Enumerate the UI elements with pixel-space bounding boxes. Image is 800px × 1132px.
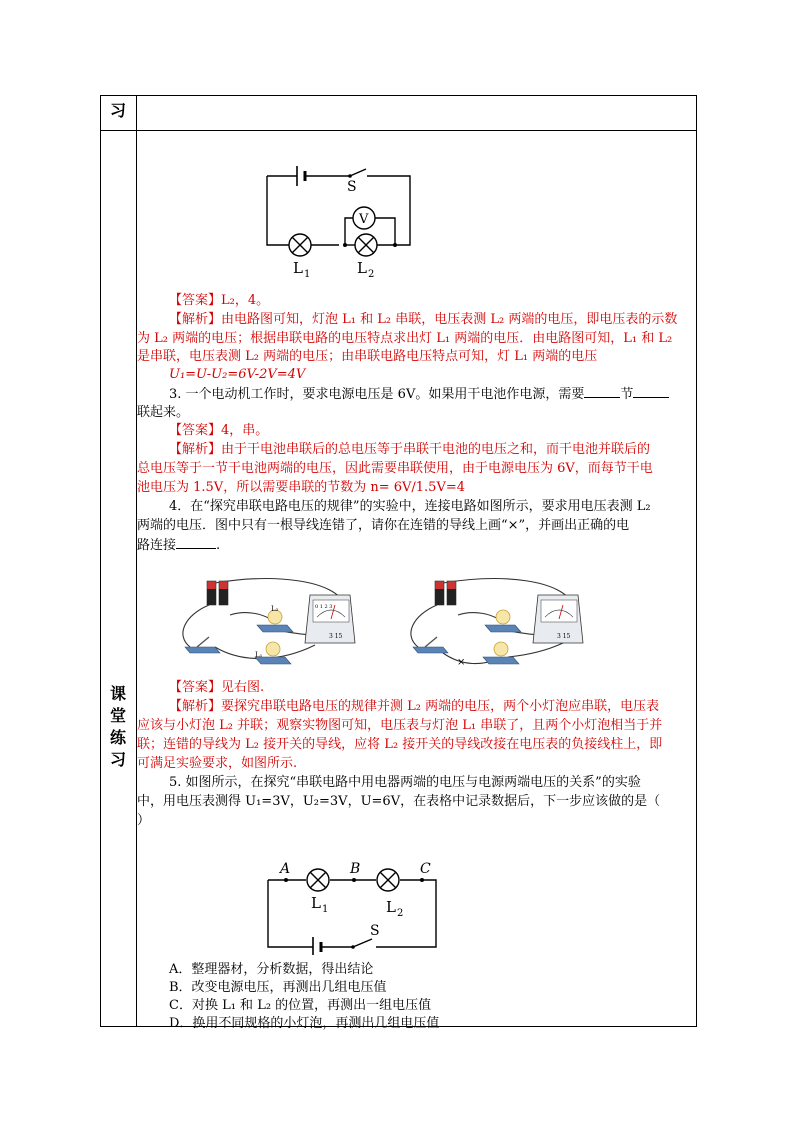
meter-terminals-left: 3 15 (329, 633, 343, 640)
option-d: D．换用不同规格的小灯泡，再测出几组电压值 (169, 1016, 440, 1031)
q4-question-2: 两端的电压．图中只有一根导线连错了，请你在连错的导线上画“×”，并画出正确的电 (137, 518, 630, 533)
section-label-2: 堂 (109, 706, 126, 725)
option-c: C．对换 L₁ 和 L₂ 的位置，再测出一组电压值 (169, 998, 432, 1013)
q5-question-3: ） (137, 813, 151, 828)
q5-lamp2-sub: 2 (397, 908, 404, 919)
q3-answer: 【答案】4，串。 (169, 423, 269, 438)
q5-question-2: 中，用电压表测得 U₁=3V，U₂=3V，U=6V，在表格中记录数据后，下一步应该做的是（ (137, 794, 661, 809)
q5-lamp1-label: L (311, 894, 321, 912)
circuit-diagram-1 (255, 160, 425, 285)
section-label-4: 习 (109, 750, 126, 769)
meter-scale-left: 0 1 2 3 (315, 604, 333, 610)
q5-lamp1-sub: 1 (322, 904, 329, 915)
q4-analysis-2: 应该与小灯泡 L₂ 并联；观察实物图可知，电压表与灯泡 L₁ 串联了，且两个小灯泡相当于并 (137, 718, 663, 733)
section-label-3: 练 (109, 728, 126, 747)
q3-analysis-1: 【解析】由于干电池串联后的总电压等于串联干电池的电压之和，而干电池并联后的 (169, 442, 651, 457)
wrong-wire-cross: × (457, 657, 466, 668)
switch-label: S (347, 179, 357, 195)
q5-question-1: 5. 如图所示，在探究“串联电路中用电器两端的电压与电源两端电压的关系”的实验 (169, 775, 641, 790)
section-label-top: 习 (109, 101, 126, 120)
row-divider (100, 130, 697, 131)
q2-analysis-4: U₁=U-U₂=6V-2V=4V (169, 367, 306, 382)
apparatus-left-l2: L₂ (271, 605, 279, 613)
q3-analysis-2: 总电压等于一节干电池两端的电压，因此需要串联使用，由于电源电压为 6V，而每节干电 (137, 461, 653, 476)
q3-question-2: 联起来。 (137, 405, 190, 420)
q4-analysis-4: 可满足实验要求，如图所示. (137, 756, 298, 771)
point-b: B (350, 861, 361, 877)
point-c: C (420, 861, 431, 877)
circuit-diagram-2 (258, 855, 448, 955)
lamp2-sub: 2 (368, 269, 375, 280)
lamp2-label: L (357, 259, 367, 277)
apparatus-left-l1: L₁ (255, 651, 263, 659)
option-b: B．改变电源电压，再测出几组电压值 (169, 980, 387, 995)
voltmeter-label: V (359, 212, 369, 227)
q4-question-1: 4．在“探究串联电路电压的规律”的实验中，连接电路如图所示，要求用电压表测 L₂ (169, 499, 651, 514)
apparatus-photo-left (175, 575, 365, 675)
q5-switch-label: S (370, 923, 380, 939)
lamp1-label: L (293, 259, 303, 277)
q3-analysis-3: 池电压为 1.5V，所以需要串联的节数为 n= 6V/1.5V=4 (137, 480, 465, 495)
q3-question-1: 3. 一个电动机工作时，要求电源电压是 6V。如果用干电池作电源，需要 节 (169, 385, 669, 403)
q4-answer: 【答案】见右图. (169, 680, 265, 695)
apparatus-photo-right (403, 575, 593, 675)
point-a: A (280, 861, 291, 877)
section-label-1: 课 (109, 684, 126, 703)
q2-analysis-3: 是串联，电压表测 L₂ 两端的电压；由串联电路电压特点可知，灯 L₁ 两端的电压 (137, 349, 598, 364)
q2-analysis-2: 为 L₂ 两端的电压；根据串联电路的电压特点求出灯 L₁ 两端的电压．由电路图可知，L₁ 和 L₂ (137, 331, 673, 346)
q4-analysis-1: 【解析】要探究串联电路电压的规律并测 L₂ 两端的电压，两个小灯泡应串联，电压表 (169, 699, 660, 714)
q4-question-3: 路连接 . (137, 538, 221, 553)
q4-analysis-3: 联；连错的导线为 L₂ 接开关的导线，应将 L₂ 接开关的导线改接在电压表的负接线柱上，即 (137, 737, 663, 752)
q5-lamp2-label: L (386, 898, 396, 916)
option-a: A．整理器材，分析数据，得出结论 (169, 962, 374, 977)
q2-answer: 【答案】L₂，4。 (169, 293, 270, 308)
lamp1-sub: 1 (304, 269, 311, 280)
meter-terminals-right: 3 15 (557, 633, 571, 640)
q2-analysis-1: 【解析】由电路图可知，灯泡 L₁ 和 L₂ 串联，电压表测 L₂ 两端的电压，即电压表的示数 (169, 312, 678, 327)
column-divider (136, 95, 137, 1027)
